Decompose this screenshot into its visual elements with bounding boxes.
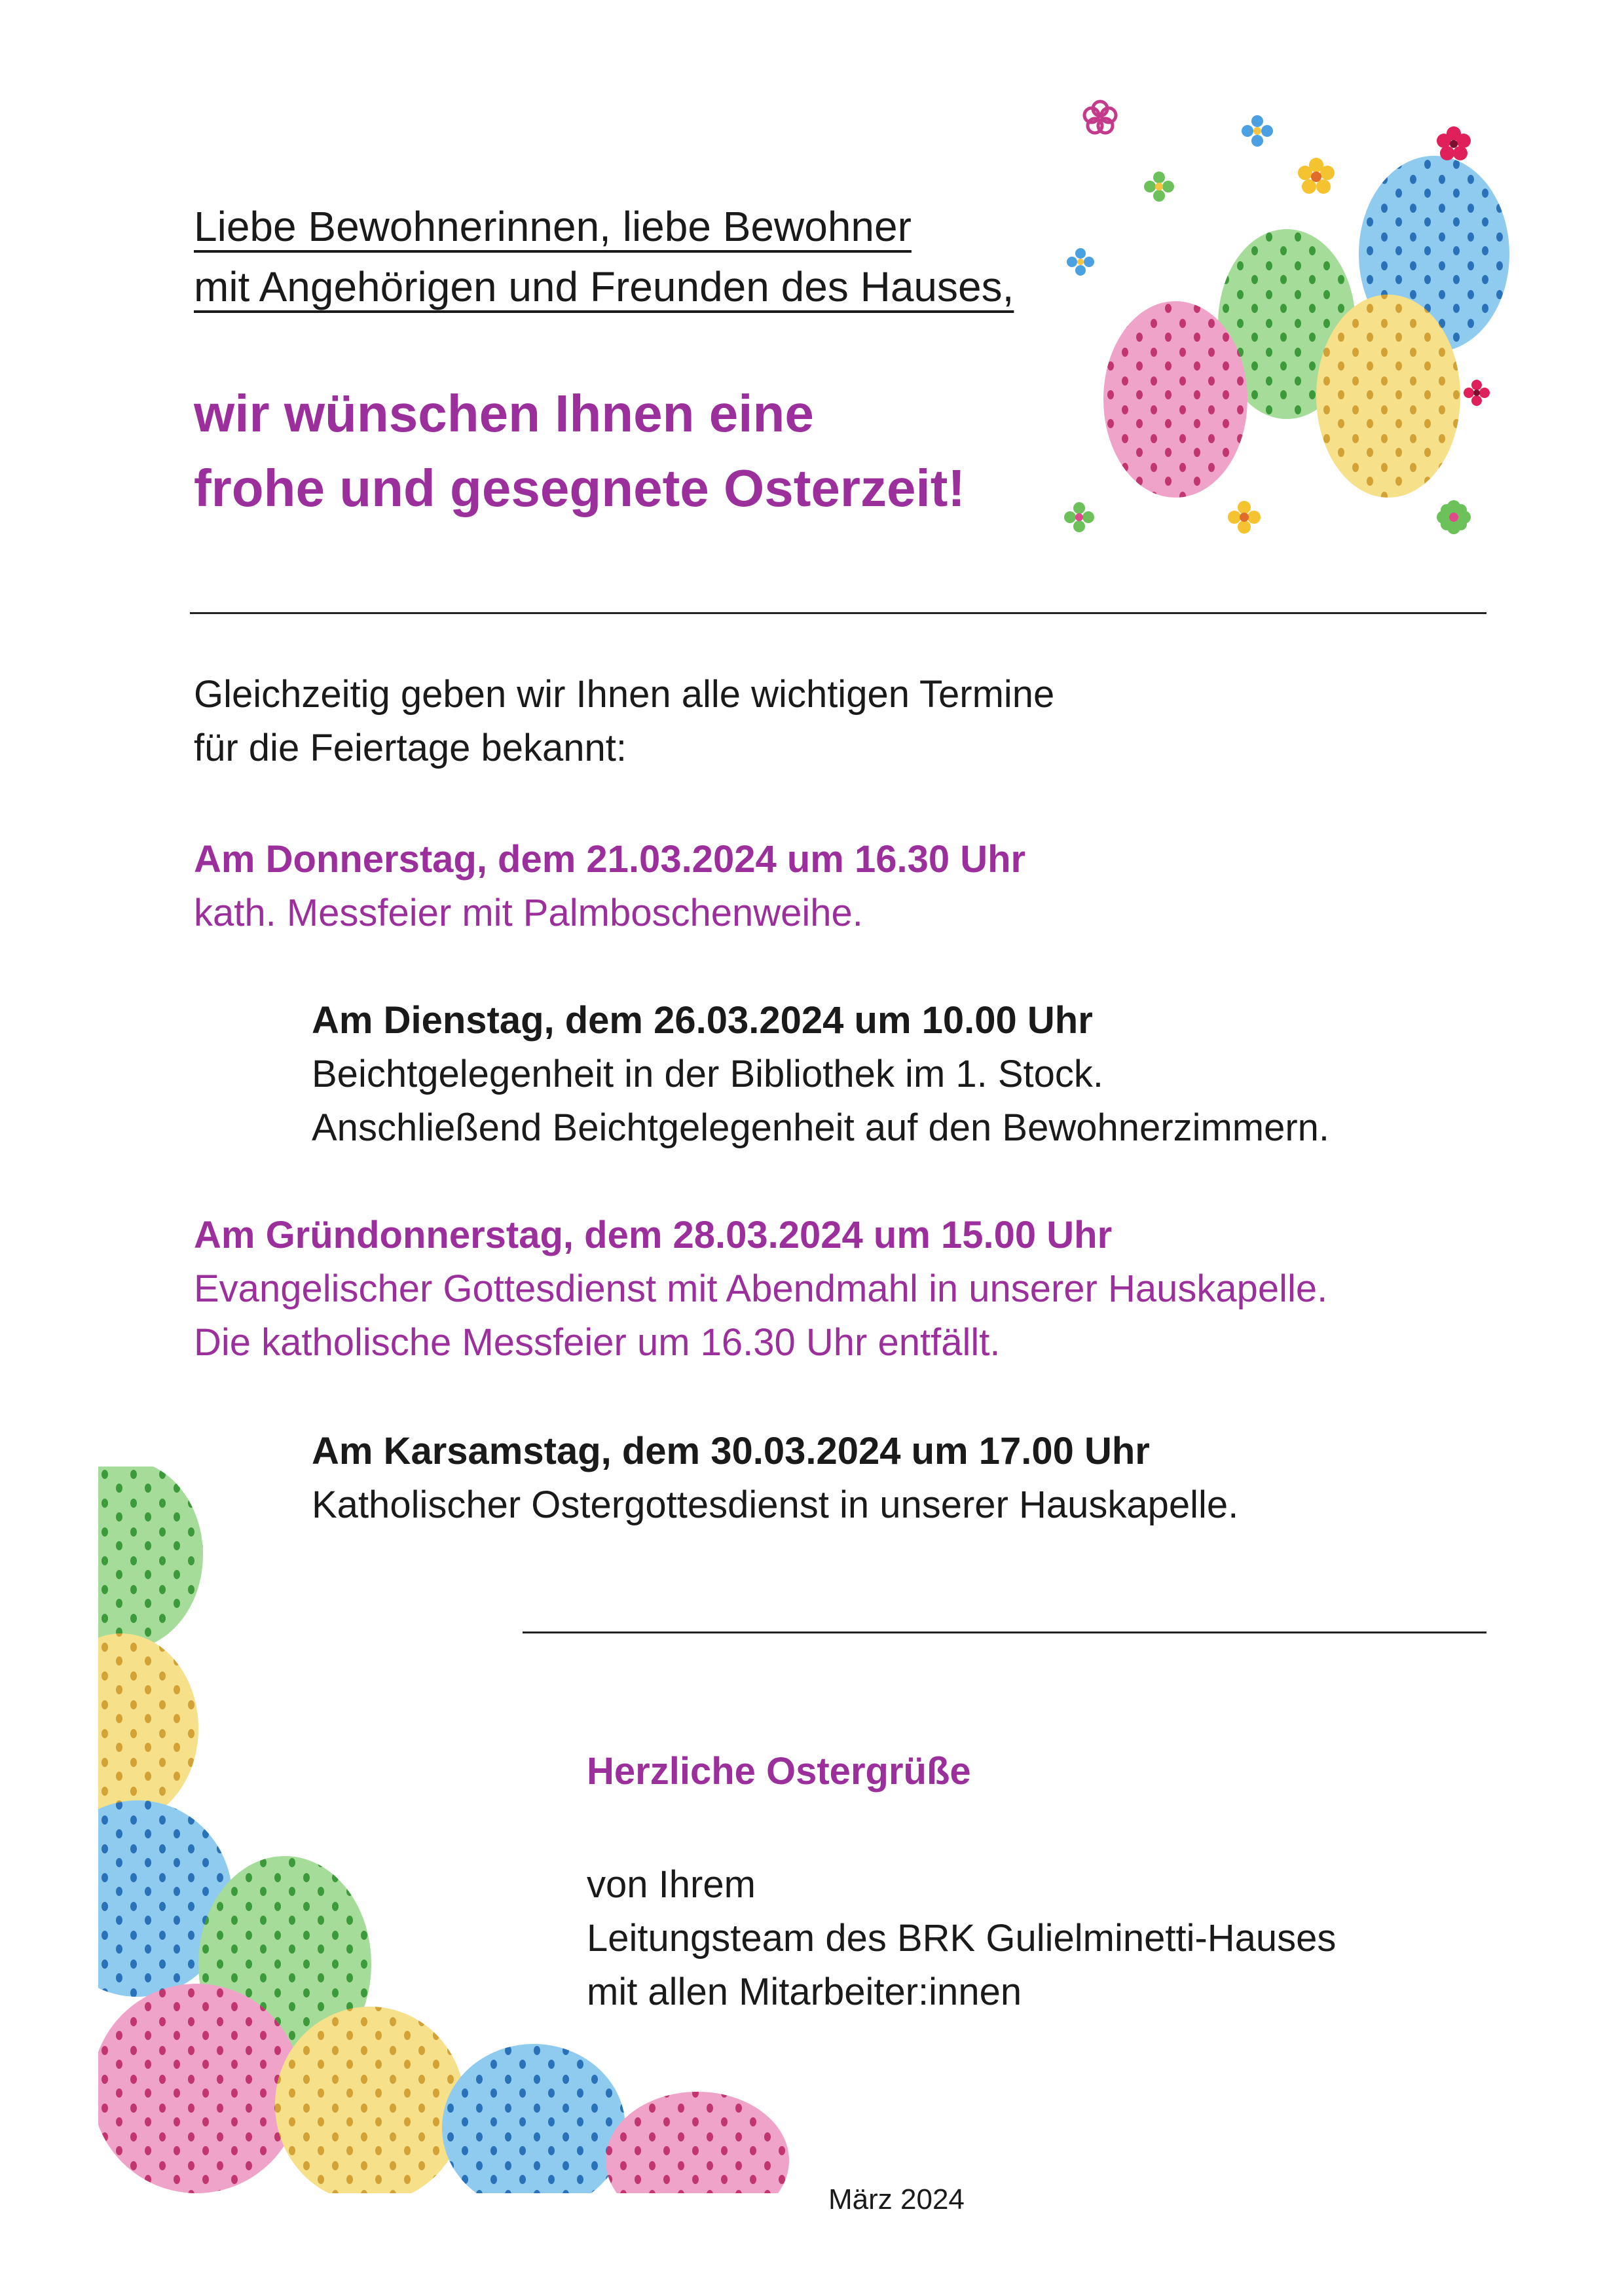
event-description: Anschließend Beichtgelegenheit auf den Bewohnerzimmern. <box>312 1106 1330 1149</box>
pink-egg-icon <box>1103 301 1247 498</box>
easter-eggs-top-right <box>1061 85 1539 556</box>
salutation <box>194 196 1014 317</box>
flower-icon <box>1242 115 1273 147</box>
flower-icon <box>1144 172 1174 202</box>
intro-line-1: Gleichzeitig geben wir Ihnen alle wichtigen Termine <box>194 673 1055 716</box>
event-description: Evangelischer Gottesdienst mit Abendmahl in unserer Hauskapelle. <box>194 1267 1328 1310</box>
flower-icon <box>1064 502 1094 532</box>
flower-icon <box>1437 500 1471 534</box>
event-description: Die katholische Messfeier um 16.30 Uhr entfällt. <box>194 1321 1001 1364</box>
signature-line-1: von Ihrem <box>587 1863 756 1906</box>
event-date: Am Donnerstag, dem 21.03.2024 um 16.30 Uhr <box>194 838 1026 881</box>
wish-line-1: wir wünschen Ihnen eine <box>194 384 814 443</box>
yellow-egg-icon <box>1316 295 1460 498</box>
event-description: Beichtgelegenheit in der Bibliothek im 1. Stock. <box>312 1053 1104 1095</box>
intro-text <box>194 668 1054 775</box>
flower-icon <box>1228 501 1261 534</box>
event-palm-sunday-mass <box>194 833 1025 940</box>
intro-line-2: für die Feiertage bekannt: <box>194 727 627 769</box>
signature-line-2: Leitungsteam des BRK Gulielminetti-Hauses <box>587 1917 1337 1959</box>
salutation-line-1: Liebe Bewohnerinnen, liebe Bewohner <box>194 203 912 250</box>
divider-line <box>190 612 1486 614</box>
yellow-egg-icon <box>98 1633 198 1823</box>
event-maundy-thursday <box>194 1209 1327 1370</box>
easter-eggs-bottom-left <box>98 1467 805 2193</box>
event-holy-saturday <box>312 1425 1238 1532</box>
flower-icon <box>1298 158 1335 194</box>
flower-icon <box>1067 248 1094 276</box>
salutation-line-2: mit Angehörigen und Freunden des Hauses, <box>194 263 1014 310</box>
pink-egg-icon <box>606 2092 789 2193</box>
blue-egg-icon <box>442 2044 625 2193</box>
flower-icon <box>1084 101 1116 133</box>
pink-egg-icon <box>98 1984 301 2193</box>
flower-icon <box>1464 380 1490 406</box>
event-description: kath. Messfeier mit Palmboschenweihe. <box>194 892 863 934</box>
flower-icon <box>1437 126 1471 160</box>
event-description: Katholischer Ostergottesdienst in unserer Hauskapelle. <box>312 1484 1239 1526</box>
green-egg-icon <box>98 1467 203 1650</box>
divider-line <box>523 1631 1486 1633</box>
closing-greeting: Herzliche Ostergrüße <box>587 1750 971 1793</box>
event-confession <box>312 994 1329 1155</box>
signature-line-3: mit allen Mitarbeiter:innen <box>587 1971 1022 2013</box>
wish-line-2: frohe und gesegnete Osterzeit! <box>194 459 965 517</box>
event-date: Am Dienstag, dem 26.03.2024 um 10.00 Uhr <box>312 999 1093 1042</box>
closing-signature <box>587 1858 1336 2019</box>
footer-date: März 2024 <box>828 2183 965 2215</box>
easter-wish-heading <box>194 376 965 526</box>
event-date: Am Karsamstag, dem 30.03.2024 um 17.00 Uhr <box>312 1430 1150 1472</box>
event-date: Am Gründonnerstag, dem 28.03.2024 um 15.00 Uhr <box>194 1214 1113 1256</box>
